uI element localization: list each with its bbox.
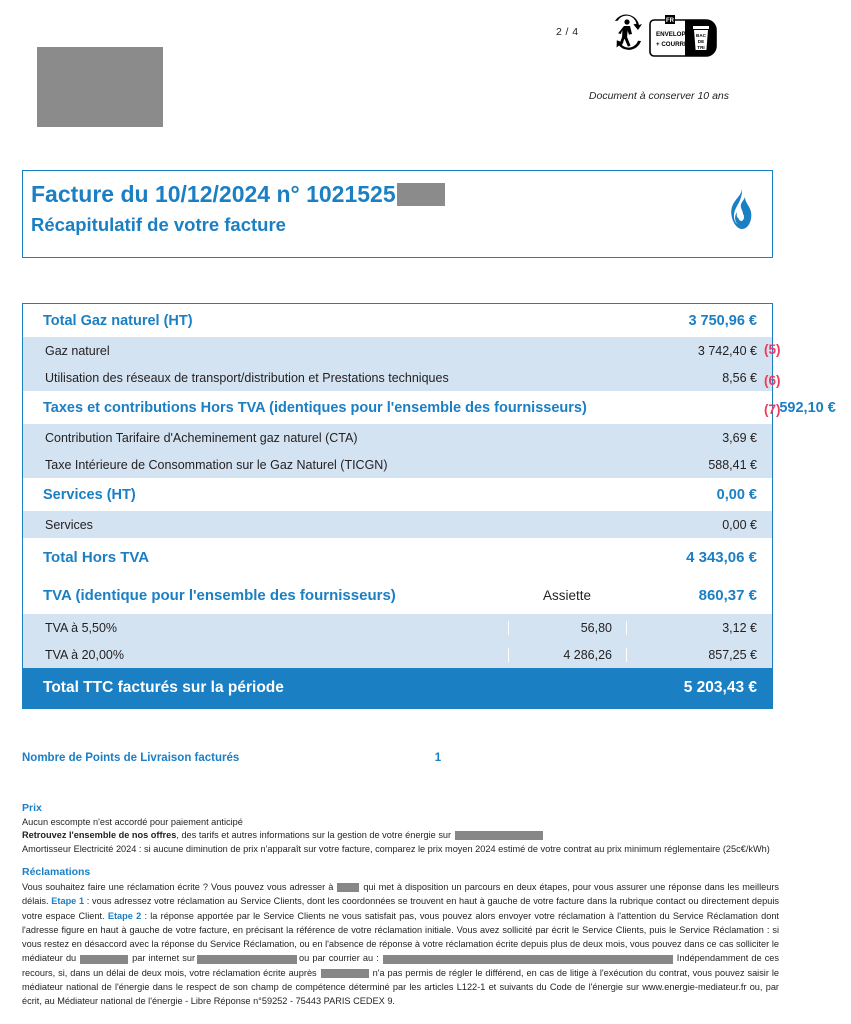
svg-text:ENVELOPPE: ENVELOPPE xyxy=(656,31,694,38)
prix-line-amortisseur: Amortisseur Electricité 2024 : si aucune diminution de prix n'apparaît sur votre facture, comparez le prix moyen 2024 estimé de votre contrat au prix minimum réglementaire (25c€/kWh) xyxy=(22,843,770,854)
gas-flame-icon xyxy=(728,187,754,231)
prix-offres-rest: , des tarifs et autres informations sur la gestion de votre énergie sur xyxy=(176,830,452,841)
prix-offres-bold: Retrouvez l'ensemble de nos offres xyxy=(22,830,177,841)
row-label: Taxes et contributions Hors TVA (identiques pour l'ensemble des fournisseurs) xyxy=(43,399,587,416)
prix-section xyxy=(22,802,777,856)
table-row-taxes-contributions xyxy=(23,391,836,424)
delivery-points-value: 1 xyxy=(434,752,442,764)
row-label: TVA à 20,00% xyxy=(45,647,124,662)
row-amount: 5 203,43 € xyxy=(683,679,757,696)
row-assiette: 4 286,26 xyxy=(508,648,626,662)
recl-text-5: par internet sur xyxy=(132,953,196,964)
table-row-total-gaz-naturel-ht xyxy=(23,304,772,337)
etape-2-label: Etape 2 xyxy=(107,910,142,921)
redacted-supplier-logo xyxy=(37,47,163,127)
recl-text-3: : vous adressez votre réclamation au Service Clients, dont les coordonnées se trouvent en haut à gauche de votre facture dans la rubrique contact ou directement depuis votre espace Client. xyxy=(22,896,779,921)
redacted-mediateur-name xyxy=(80,955,128,964)
redacted-supplier-name-2 xyxy=(321,969,369,978)
table-row-tva-20 xyxy=(23,641,772,668)
recl-text-4: : la réponse apportée par le Service Clients ne vous satisfait pas, vous pouvez alors envoyer votre réclamation à l'attention du Service Réclamation dont l'adresse figure en haut à gauche de votre facture, en précisant la référence de votre réclamation initiale. Vous avez sollicité par écrit le Service Clients, puis le Service Réclamation : si vous restez en désaccord avec la réponse du Service Réclamation, ou en l'absence de réponse à votre réclamation écrite depuis plus de deux mois, vous pouvez dans ce cas solliciter le médiateur du xyxy=(22,910,779,964)
recl-text-1: Vous souhaitez faire une réclamation écrite ? Vous pouvez vous adresser à xyxy=(22,882,334,892)
row-amount: 8,56 € xyxy=(722,370,757,385)
delivery-points-label: Nombre de Points de Livraison facturés xyxy=(22,752,240,764)
redacted-mediateur-address xyxy=(383,955,673,964)
table-row-total-ttc xyxy=(23,668,772,708)
invoice-summary-table xyxy=(22,303,836,709)
annotation-marker-5: (5) xyxy=(764,342,781,357)
table-row-tva-5-5 xyxy=(23,614,772,641)
row-label: Total Gaz naturel (HT) xyxy=(43,312,193,329)
row-amount: 0,00 € xyxy=(722,517,757,532)
table-row-total-hors-tva xyxy=(23,538,772,576)
invoice-subtitle: Récapitulatif de votre facture xyxy=(31,214,286,235)
prix-line-offres xyxy=(22,829,777,842)
etape-1-label: Etape 1 xyxy=(51,896,85,907)
row-label: Services (HT) xyxy=(43,486,136,503)
annotation-marker-6: (6) xyxy=(764,373,781,388)
retention-note: Document à conserver 10 ans xyxy=(588,90,729,102)
table-row-tva-header xyxy=(23,576,772,614)
invoice-title-text: Facture du 10/12/2024 n° 1021525 xyxy=(31,181,396,207)
row-amount: 3,69 € xyxy=(722,430,757,445)
assiette-column-header: Assiette xyxy=(542,587,592,603)
recycling-envelope-courrier-icon xyxy=(608,14,724,58)
row-label: Contribution Tarifaire d'Acheminement gaz naturel (CTA) xyxy=(45,430,358,445)
recl-text-2: qui met à disposition un parcours en deux étapes, pour vous assurer une réponse dans les meilleurs délais. xyxy=(22,882,779,907)
redacted-invoice-number xyxy=(397,183,445,206)
redacted-mediateur-url xyxy=(197,955,297,964)
reclamations-section-title: Réclamations xyxy=(22,866,91,878)
row-label: Utilisation des réseaux de transport/distribution et Prestations techniques xyxy=(45,370,449,385)
svg-text:+ COURRIER: + COURRIER xyxy=(656,41,695,48)
table-row-services xyxy=(23,511,772,538)
row-amount: 0,00 € xyxy=(716,486,757,503)
redacted-supplier-name-1 xyxy=(337,883,359,892)
row-amount: 588,41 € xyxy=(708,457,757,472)
prix-line-escompte: Aucun escompte n'est accordé pour paiement anticipé xyxy=(22,817,243,827)
svg-text:TRI: TRI xyxy=(697,45,705,50)
row-amount: 860,37 € xyxy=(698,586,757,604)
table-row-ticgn xyxy=(23,451,772,478)
row-label: Total Hors TVA xyxy=(43,548,150,566)
svg-text:DE: DE xyxy=(697,39,705,44)
row-amount: 3 742,40 € xyxy=(697,343,757,358)
svg-text:BAC: BAC xyxy=(696,33,706,38)
row-label: Total TTC facturés sur la période xyxy=(43,679,284,696)
table-row-cta xyxy=(23,424,772,451)
table-row-gaz-naturel xyxy=(23,337,772,364)
row-label: TVA à 5,50% xyxy=(45,620,118,635)
row-label: Gaz naturel xyxy=(45,343,110,358)
row-amount: 3,12 € xyxy=(626,621,772,635)
row-amount: 857,25 € xyxy=(626,648,772,662)
reclamations-section xyxy=(22,866,779,1009)
prix-section-title: Prix xyxy=(22,802,42,814)
recl-text-7: Indépendamment de ces recours, si, dans un délai de deux mois, votre réclamation écrite auprès xyxy=(22,953,779,978)
reclamations-body xyxy=(22,880,779,1009)
row-label: Taxe Intérieure de Consommation sur le Gaz Naturel (TICGN) xyxy=(45,457,388,472)
annotation-marker-7: (7) xyxy=(764,402,781,417)
svg-text:FR: FR xyxy=(666,18,674,24)
row-amount: 3 750,96 € xyxy=(688,312,757,329)
row-amount: 592,10 € xyxy=(779,399,836,416)
row-label: TVA (identique pour l'ensemble des fournisseurs) xyxy=(43,586,396,604)
page-title xyxy=(31,181,445,208)
table-row-utilisation-reseaux xyxy=(23,364,772,391)
invoice-title-banner xyxy=(22,170,773,258)
row-label: Services xyxy=(45,517,93,532)
row-assiette: 56,80 xyxy=(508,621,626,635)
redacted-website-url xyxy=(455,831,543,840)
page-number: 2 / 4 xyxy=(556,26,579,38)
recl-text-8: n'a pas permis de régler le différend, en cas de litige à l'exécution du contrat, vous pouvez saisir le médiateur national de l'énergie dans le respect de son champ de compétence déterminé par les articles L122-1 et suivants du Code de l'énergie sur www.energie-mediateur.fr ou, par écrit, au Médiateur national de l'énergie - Libre Réponse n°59252 - 75443 PARIS CEDEX 9. xyxy=(22,967,779,1007)
table-row-services-ht xyxy=(23,478,772,511)
recl-text-6: ou par courrier au : xyxy=(299,953,379,964)
row-amount: 4 343,06 € xyxy=(686,548,757,566)
